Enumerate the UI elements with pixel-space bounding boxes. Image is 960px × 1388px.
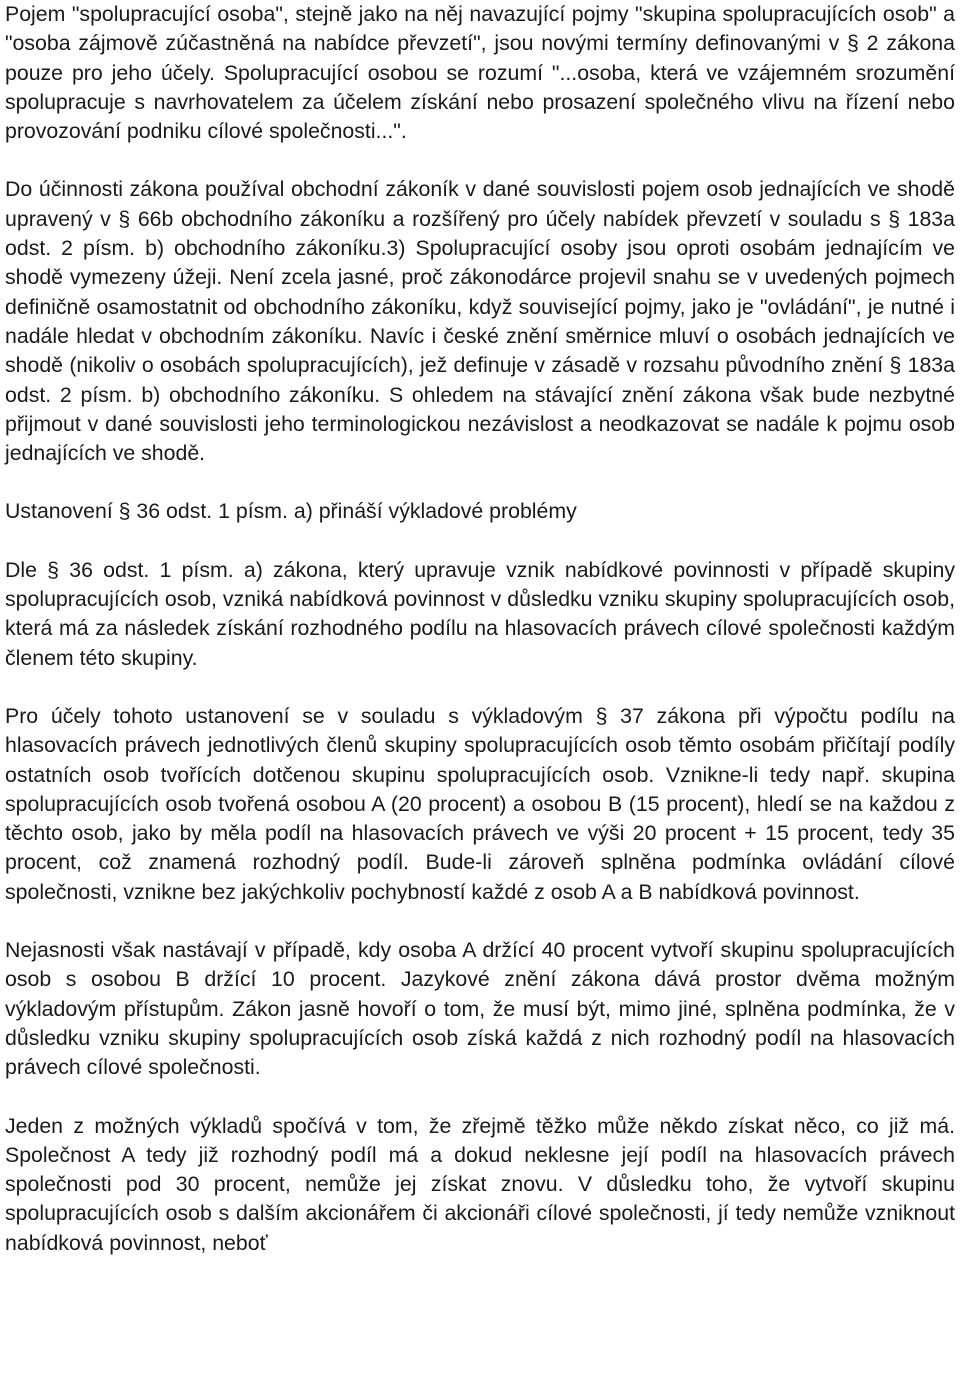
paragraph-spacer	[5, 527, 955, 556]
paragraph-spacer	[5, 146, 955, 175]
paragraph-spacer	[5, 673, 955, 702]
document-page	[5, 0, 955, 1258]
paragraph-persons-acting-in-concert: Do účinnosti zákona používal obchodní zákoník v dané souvislosti pojem osob jednajících ve shodě upravený v § 66b obchodního zákoníku a rozšířený pro účely nabídek převzetí v souladu s § 183a odst. 2 písm. b) obchodního zákoníku.3) Spolupracující osoby jsou oproti osobám jednajícím ve shodě vymezeny úžeji. Není zcela jasné, proč zákonodárce projevil snahu se v uvedených pojmech definičně osamostatnit od obchodního zákoníku, když související pojmy, jako je "ovládání", je nutné i nadále hledat v obchodním zákoníku. Navíc i české znění směrnice mluví o osobách jednajících ve shodě (nikoliv o osobách spolupracujících), jež definuje v zásadě v rozsahu původního znění § 183a odst. 2 písm. b) obchodního zákoníku. S ohledem na stávající znění zákona však bude nezbytné přijmout v dané souvislosti jeho terminologickou nezávislost a neodkazovat se nadále k pojmu osob jednajících ve shodě.	[5, 177, 955, 466]
paragraph-spacer	[5, 907, 955, 936]
paragraph-cooperating-person-definition: Pojem "spolupracující osoba", stejně jako na něj navazující pojmy "skupina spolupracujících osob" a "osoba zájmově zúčastněná na nabídce převzetí", jsou novými termíny definovanými v § 2 zákona pouze pro jeho účely. Spolupracující osobou se rozumí "...osoba, která ve vzájemném srozumění spolupracuje s navrhovatelem za účelem získání nebo prosazení společného vlivu na řízení nebo provozování podniku cílové společnosti...".	[5, 2, 955, 144]
paragraph-spacer	[5, 468, 955, 497]
paragraph-section-36: Dle § 36 odst. 1 písm. a) zákona, který upravuje vznik nabídkové povinnosti v případě skupiny spolupracujících osob, vzniká nabídková povinnost v důsledku vzniku skupiny spolupracujících osob, která má za následek získání rozhodného podílu na hlasovacích právech cílové společnosti každým členem této skupiny.	[5, 557, 955, 670]
paragraph-ambiguity: Nejasnosti však nastávají v případě, kdy osoba A držící 40 procent vytvoří skupinu spolupracujících osob s osobou B držící 10 procent. Jazykové znění zákona dává prostor dvěma možným výkladovým přístupům. Zákon jasně hovoří o tom, že musí být, mimo jiné, splněna podmínka, že v důsledku vzniku skupiny spolupracujících osob získá každá z nich rozhodný podíl na hlasovacích právech cílové společnosti.	[5, 938, 955, 1080]
paragraph-section-37-example: Pro účely tohoto ustanovení se v souladu s výkladovým § 37 zákona při výpočtu podílu na hlasovacích právech jednotlivých členů skupiny spolupracujících osob těmto osobám přičítají podíly ostatních osob tvořících dotčenou skupinu spolupracujících osob. Vznikne-li tedy např. skupina spolupracujících osob tvořená osobou A (20 procent) a osobou B (15 procent), hledí se na každou z těchto osob, jako by měla podíl na hlasovacích právech ve výši 20 procent + 15 procent, tedy 35 procent, což znamená rozhodný podíl. Bude-li zároveň splněna podmínka ovládání cílové společnosti, vznikne bez jakýchkoliv pochybností každé z osob A a B nabídková povinnost.	[5, 703, 955, 904]
paragraph-spacer	[5, 1083, 955, 1112]
section-heading: Ustanovení § 36 odst. 1 písm. a) přináší výkladové problémy	[5, 499, 577, 524]
paragraph-interpretation: Jeden z možných výkladů spočívá v tom, že zřejmě těžko může někdo získat něco, co již má. Společnost A tedy již rozhodný podíl má a dokud neklesne její podíl na hlasovacích právech společnosti pod 30 procent, nemůže jej získat znovu. V důsledku toho, že vytvoří skupinu spolupracujících osob s dalším akcionářem či akcionáři cílové společnosti, jí tedy nemůže vzniknout nabídková povinnost, neboť	[5, 1113, 955, 1255]
